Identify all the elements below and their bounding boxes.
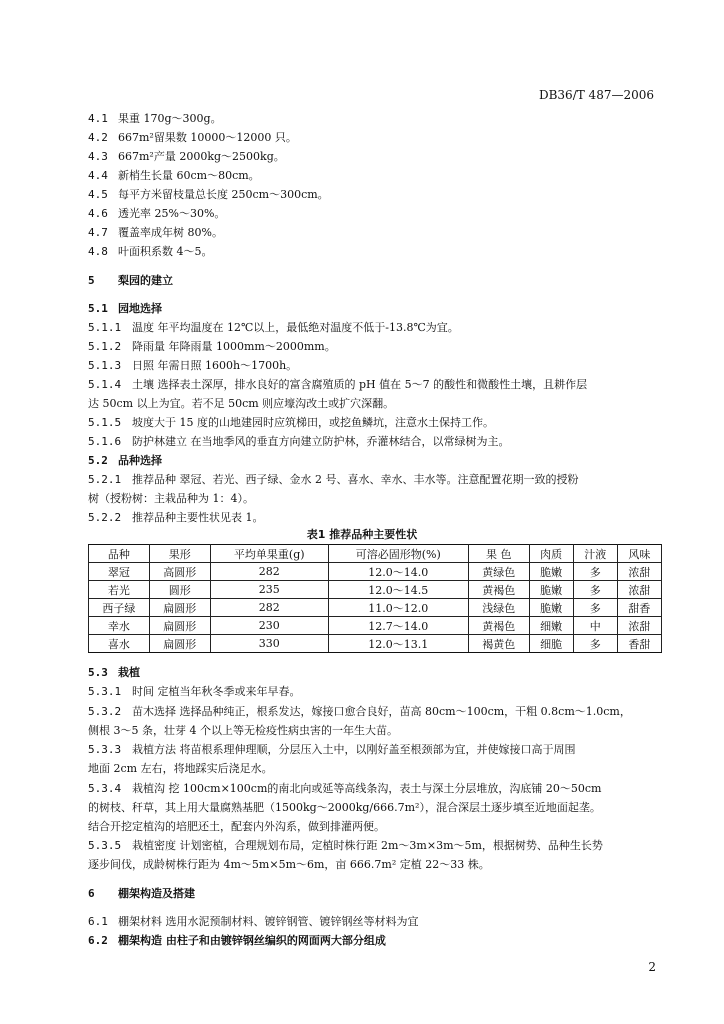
table-cell: 高圆形: [149, 563, 210, 581]
clause-number: 5.3.4: [88, 782, 122, 795]
clause: [88, 320, 459, 335]
table-cell: 扁圆形: [149, 599, 210, 617]
table-cell: 扁圆形: [149, 617, 210, 635]
table-cell: 282: [210, 563, 328, 581]
table-cell: 幸水: [89, 617, 150, 635]
clause-text: 土壤 选择表土深厚，排水良好的富含腐殖质的 pH 值在 5～7 的酸性和微酸性土壤，且耕作层: [132, 378, 588, 391]
clause-text: 棚架材料 选用水泥预制材料、镀锌钢管、镀锌钢丝等材料为宜: [118, 915, 419, 928]
header-cell: 肉质: [529, 545, 573, 563]
table-cell: 圆形: [149, 581, 210, 599]
table-cell: 282: [210, 599, 328, 617]
list-item: [88, 206, 225, 221]
clause-continuation: 地面 2cm 左右，将地踩实后浇足水。: [88, 762, 273, 775]
table-row: [89, 581, 662, 599]
clause-number: 6.1: [88, 915, 108, 928]
section-heading: [88, 886, 195, 901]
table-cell: 12.7～14.0: [328, 617, 468, 635]
item-number: 4.1: [88, 112, 108, 125]
table-cell: 235: [210, 581, 328, 599]
table-cell: 褐黄色: [468, 635, 529, 653]
subsection-heading: [88, 665, 140, 680]
table-cell: 脆嫩: [529, 563, 573, 581]
clause-number: 5.1.3: [88, 359, 122, 372]
clause-text: 坡度大于 15 度的山地建园时应筑梯田，或挖鱼鳞坑，注意水土保持工作。: [132, 416, 494, 429]
section-title: 品种选择: [118, 454, 162, 467]
clause-text: 降雨量 年降雨量 1000mm～2000mm。: [132, 340, 336, 353]
clause-text: 栽植方法 将苗根系理伸理顺，分层压入土中，以刚好盖至根颈部为宜，并使嫁接口高于周围: [132, 743, 576, 756]
table-cell: 翠冠: [89, 563, 150, 581]
clause-number: 5.2.2: [88, 511, 122, 524]
section-number: 5.3: [88, 666, 108, 679]
clause: [88, 914, 419, 929]
clause: [88, 781, 601, 796]
table-cell: 黄绿色: [468, 563, 529, 581]
table-cell: 扁圆形: [149, 635, 210, 653]
clause: [88, 377, 587, 392]
table-cell: 浓甜: [617, 617, 661, 635]
clause: [88, 684, 301, 699]
section-number: 6: [88, 887, 95, 900]
list-item: [88, 168, 260, 183]
clause-text: 温度 年平均温度在 12℃以上，最低绝对温度不低于-13.8℃为宜。: [132, 321, 459, 334]
section-number: 5: [88, 274, 95, 287]
clause: [88, 510, 264, 525]
list-item: [88, 187, 329, 202]
table-cell: 12.0～14.0: [328, 563, 468, 581]
clause-number: 5.2.1: [88, 473, 122, 486]
table-row: [89, 599, 662, 617]
item-number: 4.8: [88, 245, 108, 258]
clause-text: 棚架构造 由柱子和由镀锌钢丝编织的网面两大部分组成: [118, 934, 386, 947]
table-cell: 西子绿: [89, 599, 150, 617]
table-caption: 表1 推荐品种主要性状: [306, 528, 418, 541]
clause-number: 5.1.1: [88, 321, 122, 334]
table-cell: 多: [573, 599, 617, 617]
section-title: 园地选择: [118, 302, 162, 315]
header-cell: 平均单果重(g): [210, 545, 328, 563]
table-cell: 脆嫩: [529, 581, 573, 599]
standard-number-header: DB36/T 487—2006: [538, 88, 654, 102]
clause: [88, 358, 297, 373]
list-item: [88, 130, 297, 145]
list-item: [88, 225, 223, 240]
table-cell: 喜水: [89, 635, 150, 653]
section-title: 棚架构造及搭建: [118, 887, 195, 900]
list-item: [88, 111, 222, 126]
clause-number: 5.1.6: [88, 435, 122, 448]
variety-traits-table: [88, 544, 662, 653]
item-text: 667m²留果数 10000～12000 只。: [118, 131, 297, 144]
table-cell: 230: [210, 617, 328, 635]
clause: [88, 704, 631, 719]
header-cell: 汁液: [573, 545, 617, 563]
table-cell: 多: [573, 563, 617, 581]
item-number: 4.7: [88, 226, 108, 239]
clause-number: 5.3.2: [88, 705, 122, 718]
clause: [88, 742, 576, 757]
table-cell: 细嫩: [529, 617, 573, 635]
page-number: 2: [648, 960, 656, 974]
clause: [88, 472, 579, 487]
section-heading: [88, 273, 173, 288]
table-row: [89, 563, 662, 581]
section-number: 5.2: [88, 454, 108, 467]
subsection-heading: [88, 301, 162, 316]
table-cell: 甜香: [617, 599, 661, 617]
clause-text: 时间 定植当年秋冬季或来年早春。: [132, 685, 301, 698]
clause: [88, 933, 386, 948]
clause-continuation: 结合开挖定植沟的培肥还土，配套内外沟系，做到排灌两便。: [88, 820, 385, 833]
table-cell: 黄褐色: [468, 617, 529, 635]
table-cell: 黄褐色: [468, 581, 529, 599]
clause: [88, 339, 336, 354]
header-cell: 可溶必固形物(%): [328, 545, 468, 563]
table-cell: 细脆: [529, 635, 573, 653]
table-row: [89, 617, 662, 635]
section-title: 栽植: [118, 666, 140, 679]
item-text: 新梢生长量 60cm～80cm。: [118, 169, 260, 182]
table-cell: 多: [573, 581, 617, 599]
clause: [88, 434, 510, 449]
list-item: [88, 149, 285, 164]
item-text: 果重 170g～300g。: [118, 112, 222, 125]
clause-number: 6.2: [88, 934, 108, 947]
clause-text: 栽植密度 计划密植，合理规划布局，定植时株行距 2m～3m×3m～5m，根据树势、品种生长势: [132, 839, 603, 852]
clause-number: 5.1.5: [88, 416, 122, 429]
table-cell: 脆嫩: [529, 599, 573, 617]
table-header-row: [89, 545, 662, 563]
table-cell: 浓甜: [617, 563, 661, 581]
item-text: 每平方米留枝量总长度 250cm～300cm。: [118, 188, 329, 201]
item-number: 4.5: [88, 188, 108, 201]
clause: [88, 415, 494, 430]
header-cell: 果 色: [468, 545, 529, 563]
clause-text: 推荐品种主要性状见表 1。: [132, 511, 264, 524]
clause-number: 5.3.3: [88, 743, 122, 756]
header-cell: 风味: [617, 545, 661, 563]
table-cell: 香甜: [617, 635, 661, 653]
table-row: [89, 635, 662, 653]
clause-continuation: 逐步间伐，成龄树株行距为 4m～5m×5m～6m，亩 666.7m² 定植 22～33 株。: [88, 858, 490, 871]
item-text: 覆盖率成年树 80%。: [118, 226, 223, 239]
clause-number: 5.3.1: [88, 685, 122, 698]
table-cell: 12.0～13.1: [328, 635, 468, 653]
clause-text: 栽植沟 挖 100cm×100cm的南北向或延等高线条沟，表土与深土分层堆放，沟底铺 20～50cm: [132, 782, 602, 795]
table-cell: 浅绿色: [468, 599, 529, 617]
table-cell: 中: [573, 617, 617, 635]
table-cell: 浓甜: [617, 581, 661, 599]
clause-continuation: 侧根 3～5 条，壮芽 4 个以上等无检疫性病虫害的一年生大苗。: [88, 724, 398, 737]
clause-number: 5.3.5: [88, 839, 122, 852]
clause-text: 防护林建立 在当地季风的垂直方向建立防护林，乔灌林结合，以常绿树为主。: [132, 435, 510, 448]
table-cell: 330: [210, 635, 328, 653]
list-item: [88, 244, 213, 259]
clause-number: 5.1.2: [88, 340, 122, 353]
clause: [88, 838, 603, 853]
header-cell: 品种: [89, 545, 150, 563]
table-cell: 若光: [89, 581, 150, 599]
item-number: 4.4: [88, 169, 108, 182]
table-cell: 11.0～12.0: [328, 599, 468, 617]
clause-continuation: 树（授粉树：主栽品种为 1：4）。: [88, 492, 254, 505]
item-number: 4.2: [88, 131, 108, 144]
clause-continuation: 的树枝、秆草，其上用大量腐熟基肥（1500kg～2000kg/666.7m²），混合深层土逐步填至近地面起垄。: [88, 801, 601, 814]
item-text: 透光率 25%～30%。: [118, 207, 226, 220]
item-number: 4.6: [88, 207, 108, 220]
section-title: 梨园的建立: [118, 274, 173, 287]
item-number: 4.3: [88, 150, 108, 163]
clause-continuation: 达 50cm 以上为宜。若不足 50cm 则应壕沟改土或扩穴深翻。: [88, 397, 395, 410]
header-cell: 果形: [149, 545, 210, 563]
clause-number: 5.1.4: [88, 378, 122, 391]
table-cell: 12.0～14.5: [328, 581, 468, 599]
clause-text: 苗木选择 选择品种纯正，根系发达，嫁接口愈合良好，苗高 80cm～100cm，干粗 0.8cm～1.0cm，: [132, 705, 631, 718]
clause-text: 推荐品种 翠冠、若光、西子绿、金水 2 号、喜水、幸水、丰水等。注意配置花期一致的授粉: [132, 473, 579, 486]
table-cell: 多: [573, 635, 617, 653]
subsection-heading: [88, 453, 162, 468]
item-text: 667m²产量 2000kg～2500kg。: [118, 150, 285, 163]
item-text: 叶面积系数 4～5。: [118, 245, 213, 258]
section-number: 5.1: [88, 302, 108, 315]
clause-text: 日照 年需日照 1600h～1700h。: [132, 359, 298, 372]
